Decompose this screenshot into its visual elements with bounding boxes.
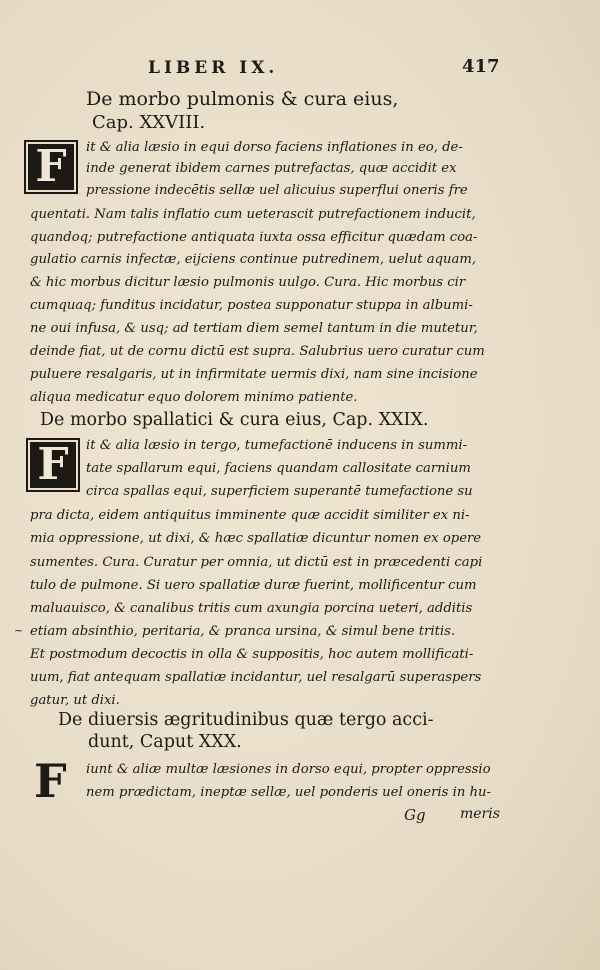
running-head: LIBER IX. <box>148 58 279 78</box>
chapter-29-line: tate spallarum equi, faciens quandam callositate carnium <box>86 461 471 476</box>
chapter-28-title-line-2: Cap. XXVIII. <box>92 112 206 133</box>
chapter-28-line: ne oui infusa, & usq; ad tertiam diem semel tantum in die mutetur, <box>30 321 478 336</box>
chapter-30-title-line-1: De diuersis ægritudinibus quæ tergo acci- <box>58 710 434 730</box>
chapter-30-title-line-2: dunt, Caput XXX. <box>88 732 242 752</box>
chapter-28-line: quentati. Nam talis inflatio cum ueterascit putrefactionem inducit, <box>30 207 476 222</box>
page-number: 417 <box>462 56 500 77</box>
chapter-29-line: mia oppressione, ut dixi, & hæc spallatiæ dicuntur nomen ex opere <box>30 531 482 546</box>
chapter-28-line: pressione indecētis sellæ uel alicuius superflui oneris fre <box>86 183 468 198</box>
chapter-29-line: maluauisco, & canalibus tritis cum axungia porcina ueteri, additis <box>30 601 473 616</box>
chapter-29-decorated-initial: F <box>26 438 80 492</box>
chapter-29-line: gatur, ut dixi. <box>30 693 120 708</box>
chapter-28-decorated-initial: F <box>24 140 78 194</box>
chapter-29-line: etiam absinthio, peritaria, & pranca ursina, & simul bene tritis. <box>30 624 456 639</box>
chapter-29-title: De morbo spallatici & cura eius, Cap. XXIX. <box>40 410 429 430</box>
chapter-29-line: uum, fiat antequam spallatiæ incidantur, uel resalgarū superaspers <box>30 670 482 685</box>
chapter-28-line: gulatio carnis infectæ, eijciens continue putredinem, uelut aquam, <box>30 252 477 267</box>
chapter-28-line: cumquaq; funditus incidatur, postea supponatur stuppa in albumi- <box>30 298 473 313</box>
catchword: meris <box>460 806 500 822</box>
chapter-30-initial: F <box>34 754 67 808</box>
chapter-29-line: tulo de pulmone. Si uero spallatiæ duræ fuerint, mollificentur cum <box>30 578 477 593</box>
chapter-28-line: quandoq; putrefactione antiquata iuxta ossa efficitur quædam coa- <box>30 230 478 245</box>
chapter-28-line: inde generat ibidem carnes putrefactas, quæ accidit ex <box>86 161 457 176</box>
chapter-29-line: Et postmodum decoctis in olla & suppositis, hoc autem mollificati- <box>30 647 474 662</box>
chapter-28-line: aliqua medicatur equo dolorem minimo patiente. <box>30 390 358 405</box>
chapter-28-title-line-1: De morbo pulmonis & cura eius, <box>86 88 399 110</box>
signature-mark: Gg <box>404 806 426 824</box>
chapter-28-line: & hic morbus dicitur læsio pulmonis uulgo. Cura. Hic morbus cir <box>30 275 466 290</box>
chapter-29-line: circa spallas equi, superficiem superantē tumefactione su <box>86 484 473 499</box>
chapter-28-line: deinde fiat, ut de cornu dictū est supra. Salubrius uero curatur cum <box>30 344 485 359</box>
chapter-30-line: iunt & aliæ multæ læsiones in dorso equi, propter oppressio <box>86 762 491 777</box>
chapter-28-line: puluere resalgaris, ut in infirmitate uermis dixi, nam sine incisione <box>30 367 478 382</box>
margin-mark: ~ <box>14 624 24 637</box>
chapter-28-line: it & alia læsio in equi dorso faciens inflationes in eo, de- <box>86 140 463 155</box>
chapter-30-line: nem prædictam, ineptæ sellæ, uel ponderis uel oneris in hu- <box>86 785 491 800</box>
chapter-29-line: sumentes. Cura. Curatur per omnia, ut dictū est in præcedenti capi <box>30 555 483 570</box>
chapter-29-line: it & alia læsio in tergo, tumefactionē inducens in summi- <box>86 438 468 453</box>
chapter-29-line: pra dicta, eidem antiquitus imminente quæ accidit similiter ex ni- <box>30 508 470 523</box>
